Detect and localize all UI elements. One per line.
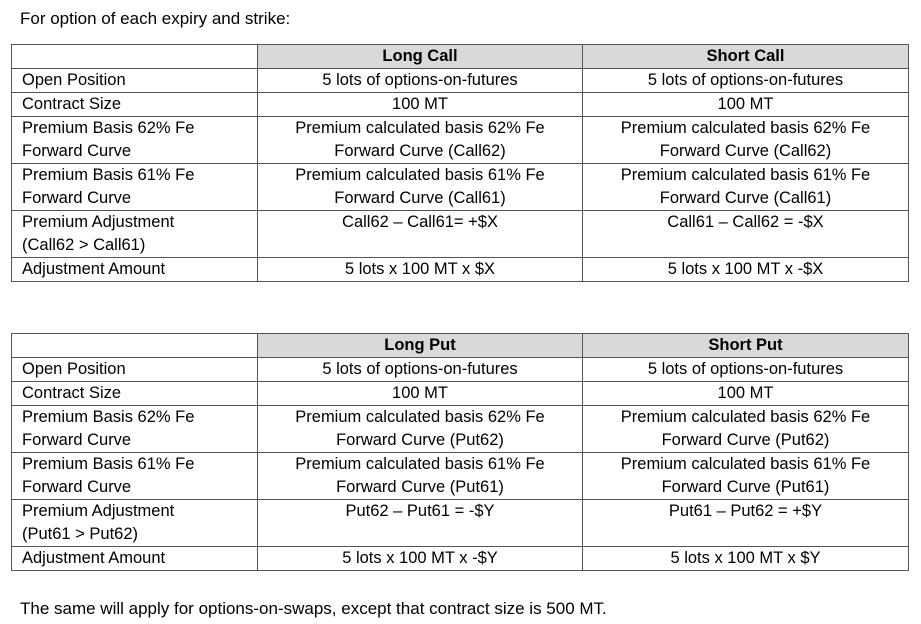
row-label-line: Forward Curve — [22, 189, 132, 207]
footnote-text: The same will apply for options-on-swaps, except that contract size is 500 MT. — [20, 599, 607, 618]
put-options-table — [11, 333, 909, 571]
table-row — [12, 500, 909, 547]
row-label-line: (Call62 > Call61) — [22, 236, 146, 254]
row-label — [12, 500, 258, 547]
long-value-line: 100 MT — [392, 384, 448, 402]
short-value — [583, 164, 909, 211]
table-row — [12, 358, 909, 382]
table-row — [12, 93, 909, 117]
row-label-line: Forward Curve — [22, 142, 132, 160]
row-label-line: Premium Basis 62% Fe — [22, 119, 195, 137]
row-label — [12, 69, 258, 93]
row-label-line: Premium Basis 61% Fe — [22, 166, 195, 184]
short-value-line: Forward Curve (Call61) — [659, 189, 832, 207]
header-long-call: Long Call — [258, 45, 583, 69]
long-value — [258, 453, 583, 500]
row-label — [12, 547, 258, 571]
short-value — [583, 453, 909, 500]
short-value-line: 5 lots of options-on-futures — [647, 360, 844, 378]
long-value-line: 5 lots x 100 MT x $X — [344, 260, 496, 278]
header-blank-cell — [12, 45, 258, 69]
long-value-line: Premium calculated basis 62% Fe — [295, 119, 545, 137]
long-value-line: Premium calculated basis 61% Fe — [295, 166, 545, 184]
long-value-line: 5 lots of options-on-futures — [322, 360, 518, 378]
short-value-line: 5 lots x 100 MT x $Y — [670, 549, 821, 567]
row-label-line: Adjustment Amount — [22, 260, 166, 278]
table-row — [12, 453, 909, 500]
call-options-table — [11, 44, 909, 282]
long-value-line: Premium calculated basis 61% Fe — [295, 455, 545, 473]
header-short-put: Short Put — [583, 334, 909, 358]
table-row — [12, 382, 909, 406]
short-value-line: 100 MT — [717, 384, 774, 402]
short-value-line: 5 lots of options-on-futures — [647, 71, 844, 89]
short-value — [583, 547, 909, 571]
header-short-call: Short Call — [583, 45, 909, 69]
header-blank-cell — [12, 334, 258, 358]
long-value — [258, 211, 583, 258]
long-value-line: Forward Curve (Call62) — [334, 142, 506, 160]
table-header-row — [12, 45, 909, 69]
row-label — [12, 117, 258, 164]
row-label-line: Forward Curve — [22, 431, 132, 449]
short-value — [583, 69, 909, 93]
header-long-put: Long Put — [258, 334, 583, 358]
row-label — [12, 211, 258, 258]
long-value-line: Forward Curve (Call61) — [334, 189, 506, 207]
long-value — [258, 547, 583, 571]
row-label — [12, 164, 258, 211]
row-label-line: Contract Size — [22, 95, 122, 113]
long-value-line: 5 lots x 100 MT x -$Y — [342, 549, 498, 567]
intro-text: For option of each expiry and strike: — [20, 9, 291, 28]
short-value-line: 5 lots x 100 MT x -$X — [667, 260, 824, 278]
table-row — [12, 117, 909, 164]
long-value — [258, 117, 583, 164]
short-value-line: Premium calculated basis 62% Fe — [620, 119, 871, 137]
long-value — [258, 382, 583, 406]
short-value — [583, 358, 909, 382]
short-value-line: Call61 – Call62 = -$X — [667, 213, 824, 231]
long-value-line: Forward Curve (Put61) — [336, 478, 504, 496]
row-label-line: Open Position — [22, 360, 126, 378]
short-value-line: Premium calculated basis 61% Fe — [620, 166, 871, 184]
row-label-line: Premium Basis 61% Fe — [22, 455, 195, 473]
row-label — [12, 406, 258, 453]
table-row — [12, 211, 909, 258]
short-value-line: Put61 – Put62 = +$Y — [668, 502, 823, 520]
long-value — [258, 406, 583, 453]
long-value-line: Forward Curve (Put62) — [336, 431, 504, 449]
row-label — [12, 93, 258, 117]
long-value — [258, 93, 583, 117]
short-value — [583, 117, 909, 164]
table-row — [12, 547, 909, 571]
row-label — [12, 382, 258, 406]
table-header-row — [12, 334, 909, 358]
short-value — [583, 406, 909, 453]
table-row — [12, 164, 909, 211]
short-value — [583, 258, 909, 282]
row-label-line: Contract Size — [22, 384, 122, 402]
short-value — [583, 211, 909, 258]
long-value — [258, 164, 583, 211]
long-value — [258, 358, 583, 382]
short-value-line: 100 MT — [717, 95, 774, 113]
row-label-line: (Put61 > Put62) — [22, 525, 139, 543]
long-value-line: Premium calculated basis 62% Fe — [295, 408, 545, 426]
long-value-line: 100 MT — [392, 95, 448, 113]
short-value-line: Forward Curve (Put62) — [661, 431, 830, 449]
row-label-line: Open Position — [22, 71, 126, 89]
row-label-line: Premium Adjustment — [22, 213, 175, 231]
short-value — [583, 93, 909, 117]
long-value — [258, 69, 583, 93]
row-label-line: Forward Curve — [22, 478, 132, 496]
short-value-line: Forward Curve (Put61) — [661, 478, 830, 496]
long-value-line: 5 lots of options-on-futures — [322, 71, 518, 89]
row-label-line: Adjustment Amount — [22, 549, 166, 567]
table-row — [12, 258, 909, 282]
long-value — [258, 500, 583, 547]
row-label — [12, 258, 258, 282]
row-label-line: Premium Adjustment — [22, 502, 175, 520]
short-value — [583, 382, 909, 406]
table-row — [12, 69, 909, 93]
table-row — [12, 406, 909, 453]
long-value-line: Call62 – Call61= +$X — [342, 213, 498, 231]
short-value — [583, 500, 909, 547]
row-label-line: Premium Basis 62% Fe — [22, 408, 195, 426]
row-label — [12, 358, 258, 382]
short-value-line: Premium calculated basis 62% Fe — [620, 408, 871, 426]
short-value-line: Forward Curve (Call62) — [659, 142, 832, 160]
long-value-line: Put62 – Put61 = -$Y — [345, 502, 495, 520]
short-value-line: Premium calculated basis 61% Fe — [620, 455, 871, 473]
row-label — [12, 453, 258, 500]
long-value — [258, 258, 583, 282]
